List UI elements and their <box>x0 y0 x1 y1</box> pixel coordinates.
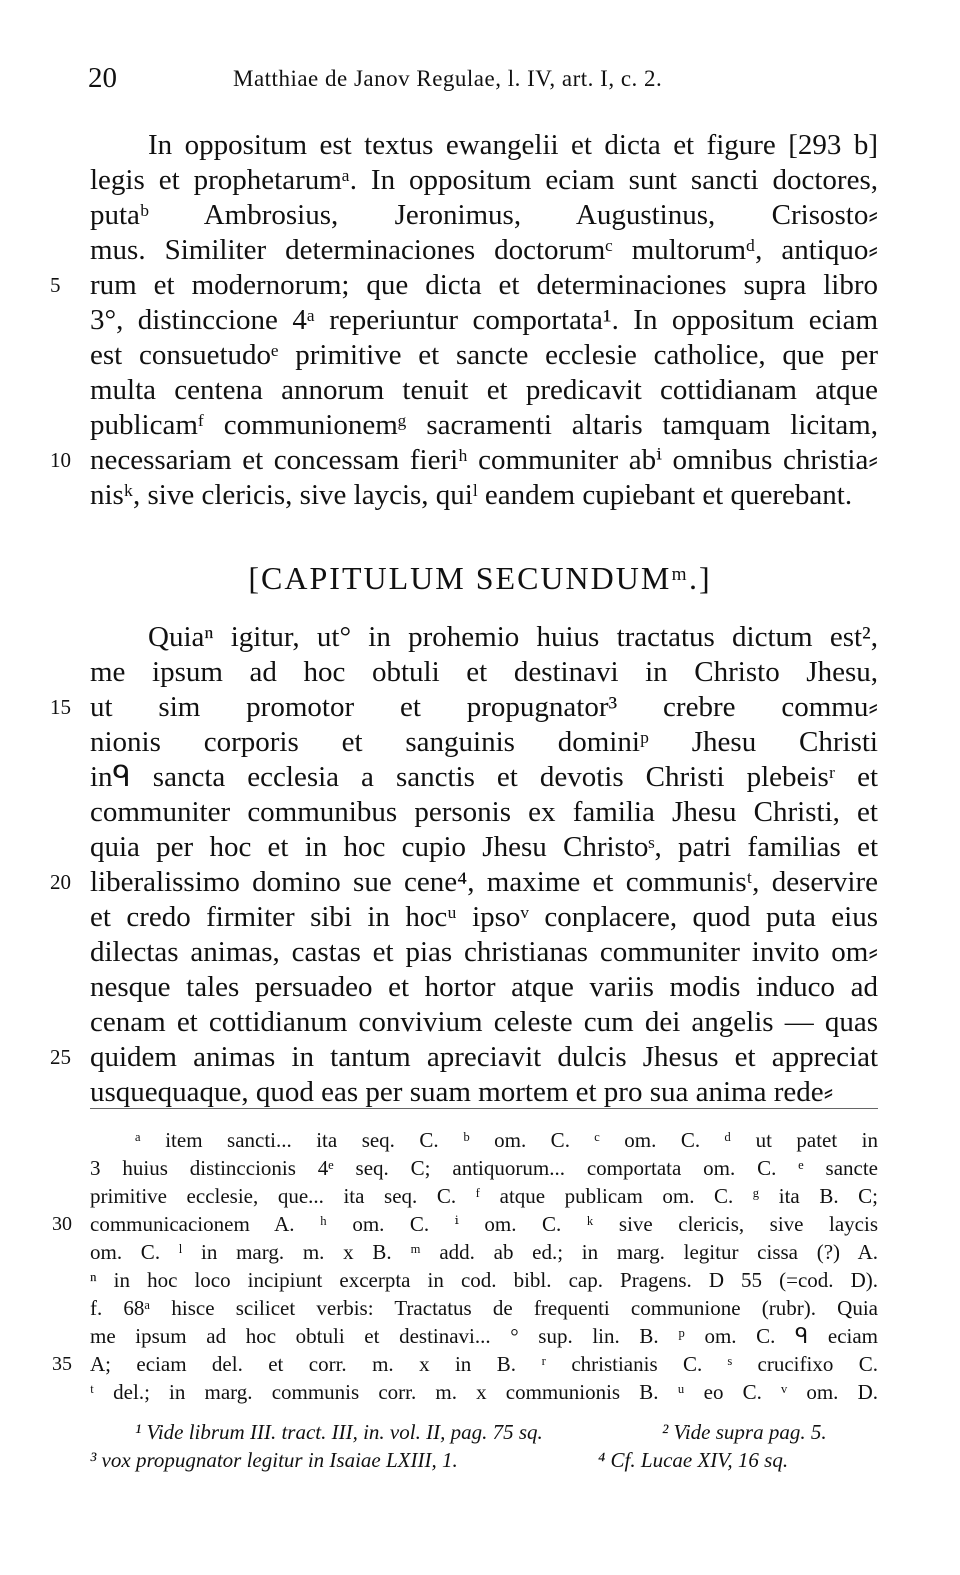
text-line: nesque tales persuadeo et hortor atque variis modis induco ad <box>90 971 878 1003</box>
text-line: Quiaⁿ igitur, ut° in prohemio huius tractatus dictum est², <box>148 621 878 653</box>
apparatus-line: ᵃ item sancti... ita seq. C. ᵇ om. C. ᶜ om. C. ᵈ ut patet in <box>135 1128 878 1152</box>
reference-note: ² Vide supra pag. 5. <box>662 1420 827 1444</box>
line-number: 10 <box>50 448 71 472</box>
text-line: dilectas animas, castas et pias christianas communiter invito om⸗ <box>90 936 878 968</box>
text-line: communiter communibus personis ex familia Jhesu Christi, et <box>90 796 878 828</box>
line-number: 5 <box>50 273 61 297</box>
line-number: 30 <box>52 1213 72 1235</box>
text-line: usquequaque, quod eas per suam mortem et pro sua anima rede⸗ <box>90 1076 834 1108</box>
text-line: 3°, distinccione 4ᵃ reperiuntur comportata¹. In oppositum eciam <box>90 304 878 336</box>
apparatus-line: me ipsum ad hoc obtuli et destinavi... ° sup. lin. B. ᵖ om. C. ᑫ eciam <box>90 1324 878 1348</box>
text-line: nisᵏ, sive clericis, sive laycis, quiˡ eandem cupiebant et querebant. <box>90 479 853 511</box>
running-head <box>88 62 878 96</box>
text-line: quidem animas in tantum apreciavit dulcis Jhesus et appreciat <box>90 1041 878 1073</box>
text-line: In oppositum est textus ewangelii et dicta et figure [293 b] <box>148 129 878 161</box>
text-line: multa centena annorum tenuit et predicavit cottidianam atque <box>90 374 878 406</box>
reference-note: ⁴ Cf. Lucae XIV, 16 sq. <box>598 1448 789 1472</box>
text-line: et credo firmiter sibi in hocᵘ ipsoᵛ conplacere, quod puta eius <box>90 901 878 933</box>
text-line: legis et prophetarumᵃ. In oppositum eciam sunt sancti doctores, <box>90 164 878 196</box>
apparatus-line: f. 68ᵃ hisce scilicet verbis: Tractatus de frequenti communione (rubr). Quia <box>90 1296 878 1320</box>
text-line: nionis corporis et sanguinis dominiᵖ Jhesu Christi <box>90 726 878 758</box>
text-line: est consuetudoᵉ primitive et sancte ecclesie catholice, que per <box>90 339 878 371</box>
text-line: me ipsum ad hoc obtuli et destinavi in Christo Jhesu, <box>90 656 878 688</box>
chapter-heading: [CAPITULUM SECUNDUMᵐ.] <box>248 560 712 596</box>
apparatus-line: ⁿ in hoc loco incipiunt excerpta in cod. bibl. cap. Pragens. D 55 (=cod. D). <box>90 1268 878 1292</box>
apparatus-line: ᵗ del.; in marg. communis corr. m. x communionis B. ᵘ eo C. ᵛ om. D. <box>90 1380 878 1404</box>
line-number: 25 <box>50 1045 71 1069</box>
footnote-rule <box>90 1108 878 1109</box>
text-line: quia per hoc et in hoc cupio Jhesu Christoˢ, patri familias et <box>90 831 878 863</box>
text-line: rum et modernorum; que dicta et determinaciones supra libro <box>90 269 878 301</box>
text-line: putaᵇ Ambrosius, Jeronimus, Augustinus, Crisosto⸗ <box>90 199 878 231</box>
text-line: necessariam et concessam fieriʰ communiter abⁱ omnibus christia⸗ <box>90 444 878 476</box>
reference-note: ¹ Vide librum III. tract. III, in. vol. II, pag. 75 sq. <box>135 1420 543 1444</box>
text-line: publicamᶠ communionemᵍ sacramenti altaris tamquam licitam, <box>90 409 878 441</box>
text-line: cenam et cottidianum convivium celeste cum dei angelis — quas <box>90 1006 878 1038</box>
text-line: ut sim promotor et propugnator³ crebre commu⸗ <box>90 691 878 723</box>
reference-note: ³ vox propugnator legitur in Isaiae LXIII, 1. <box>90 1448 458 1472</box>
text-line: inᑫ sancta ecclesia a sanctis et devotis Christi plebeisʳ et <box>90 761 878 793</box>
running-title: Matthiae de Janov Regulae, l. IV, art. I, c. 2. <box>233 66 663 91</box>
apparatus-line: 3 huius distinccionis 4ᵉ seq. C; antiquorum... comportata om. C. ᵉ sancte <box>90 1156 878 1180</box>
line-number: 35 <box>52 1353 72 1375</box>
text-line: liberalissimo domino sue cene⁴, maxime et communisᵗ, deservire <box>90 866 878 898</box>
line-number: 20 <box>50 870 71 894</box>
line-number: 15 <box>50 695 71 719</box>
apparatus-line: om. C. ˡ in marg. m. x B. ᵐ add. ab ed.; in marg. legitur cissa (?) A. <box>90 1240 878 1264</box>
page-number: 20 <box>88 62 117 94</box>
text-line: mus. Similiter determinaciones doctorumᶜ multorumᵈ, antiquo⸗ <box>90 234 878 266</box>
apparatus-line: primitive ecclesie, que... ita seq. C. ᶠ atque publicam om. C. ᵍ ita B. C; <box>90 1184 878 1208</box>
apparatus-line: A; eciam del. et corr. m. x in B. ʳ christianis C. ˢ crucifixo C. <box>90 1352 878 1376</box>
apparatus-line: communicacionem A. ʰ om. C. ⁱ om. C. ᵏ sive clericis, sive laycis <box>90 1212 878 1236</box>
